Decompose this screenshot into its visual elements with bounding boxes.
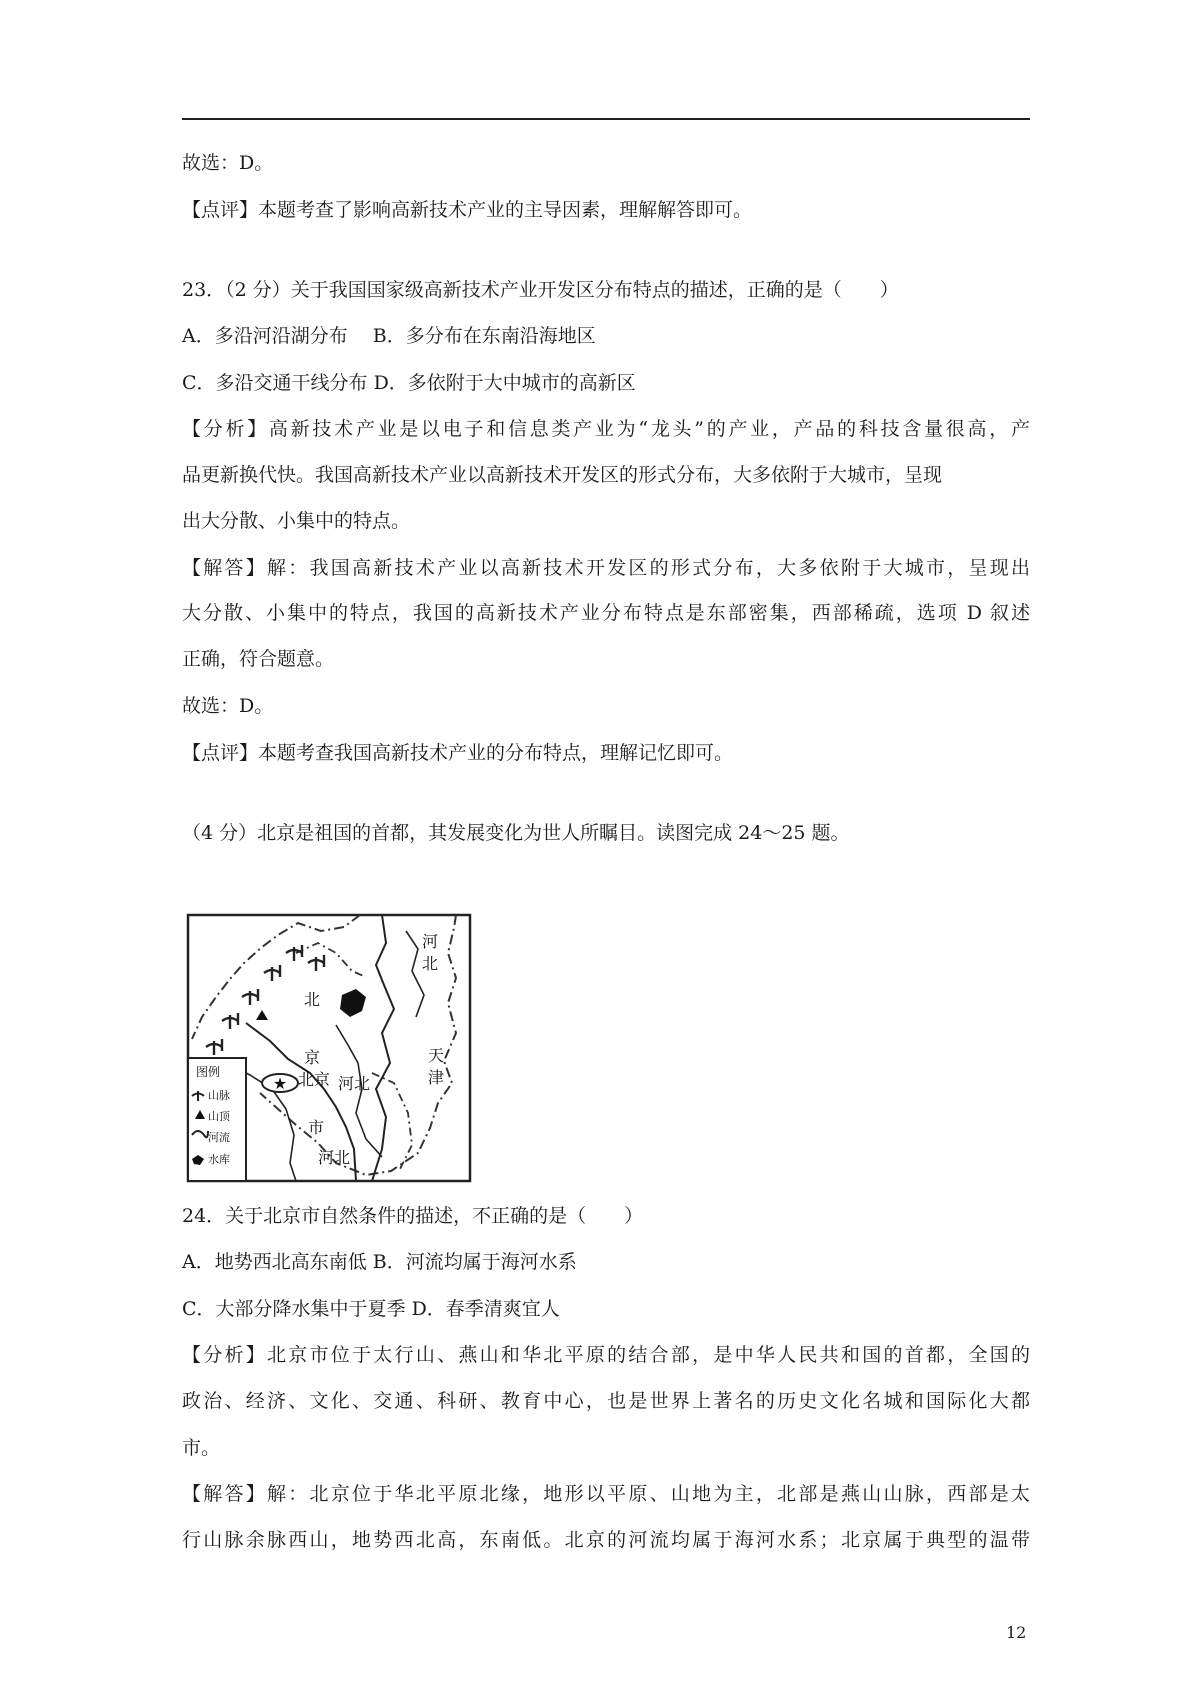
header-rule xyxy=(182,118,1030,120)
map-legend xyxy=(188,1058,246,1181)
map-label-hebei: 北 xyxy=(422,954,439,973)
comment-line: 【点评】本题考查了影响高新技术产业的主导因素，理解解答即可。 xyxy=(182,199,753,221)
legend-mountain: 山脉 xyxy=(208,1089,230,1102)
map-label-tianjin: 天 xyxy=(428,1046,445,1065)
analysis-line-3: 出大分散、小集中的特点。 xyxy=(182,510,411,532)
map-label-shi: 市 xyxy=(308,1118,325,1137)
analysis-line-1: 【分析】北京市位于太行山、燕山和华北平原的结合部，是中华人民共和国的首都，全国的 xyxy=(182,1344,1030,1366)
analysis-line-3: 市。 xyxy=(182,1437,221,1459)
legend-peak: 山顶 xyxy=(208,1110,230,1123)
comment-line: 【点评】本题考查我国高新技术产业的分布特点，理解记忆即可。 xyxy=(182,742,734,764)
options-cd: C．大部分降水集中于夏季 D．春季清爽宜人 xyxy=(182,1298,560,1320)
legend-title: 图例 xyxy=(196,1065,221,1079)
solution-line-3: 正确，符合题意。 xyxy=(182,648,335,670)
question-23: 23．（2 分）关于我国国家级高新技术产业开发区分布特点的描述，正确的是（ ） xyxy=(182,279,899,301)
beijing-map xyxy=(186,913,472,1183)
legend-reservoir: 水库 xyxy=(208,1153,230,1166)
options-ab: A．地势西北高东南低 B．河流均属于海河水系 xyxy=(182,1251,577,1273)
solution-line-1: 【解答】解：北京位于华北平原北缘，地形以平原、山地为主，北部是燕山山脉，西部是太 xyxy=(182,1483,1030,1505)
options-ab: A．多沿河沿湖分布 B．多分布在东南沿海地区 xyxy=(182,325,596,347)
analysis-line-2: 品更新换代快。我国高新技术产业以高新技术开发区的形式分布，大多依附于大城市，呈现 xyxy=(182,464,943,486)
answer-line: 故选：D。 xyxy=(182,695,274,717)
map-label-beijing: 北京 xyxy=(298,1070,331,1089)
solution-line-2: 大分散、小集中的特点，我国的高新技术产业分布特点是东部密集，西部稀疏，选项 D 叙述 xyxy=(182,602,1030,624)
svg-text:★: ★ xyxy=(272,1074,288,1093)
map-label-hebei-mid: 河北 xyxy=(338,1074,371,1093)
map-label-bei: 北 xyxy=(304,990,321,1009)
map-label-hebei-south: 河北 xyxy=(318,1148,351,1167)
options-cd: C．多沿交通干线分布 D．多依附于大中城市的高新区 xyxy=(182,372,636,394)
question-24: 24．关于北京市自然条件的描述，不正确的是（ ） xyxy=(182,1205,644,1227)
analysis-line-2: 政治、经济、文化、交通、科研、教育中心，也是世界上著名的历史文化名城和国际化大都 xyxy=(182,1390,1030,1412)
group-stem: （4 分）北京是祖国的首都，其发展变化为世人所瞩目。读图完成 24～25 题。 xyxy=(182,822,850,844)
map-label-tianjin: 津 xyxy=(428,1068,445,1087)
legend-river: 河流 xyxy=(208,1131,230,1144)
answer-line: 故选：D。 xyxy=(182,152,274,174)
page-number: 12 xyxy=(1006,1623,1027,1642)
analysis-line-1: 【分析】高新技术产业是以电子和信息类产业为“龙头”的产业，产品的科技含量很高，产 xyxy=(182,418,1030,440)
map-label-jing: 京 xyxy=(304,1048,321,1067)
solution-line-1: 【解答】解：我国高新技术产业以高新技术开发区的形式分布，大多依附于大城市，呈现出 xyxy=(182,557,1030,579)
map-label-hebei: 河 xyxy=(422,932,439,951)
solution-line-2: 行山脉余脉西山，地势西北高，东南低。北京的河流均属于海河水系；北京属于典型的温带 xyxy=(182,1529,1030,1551)
